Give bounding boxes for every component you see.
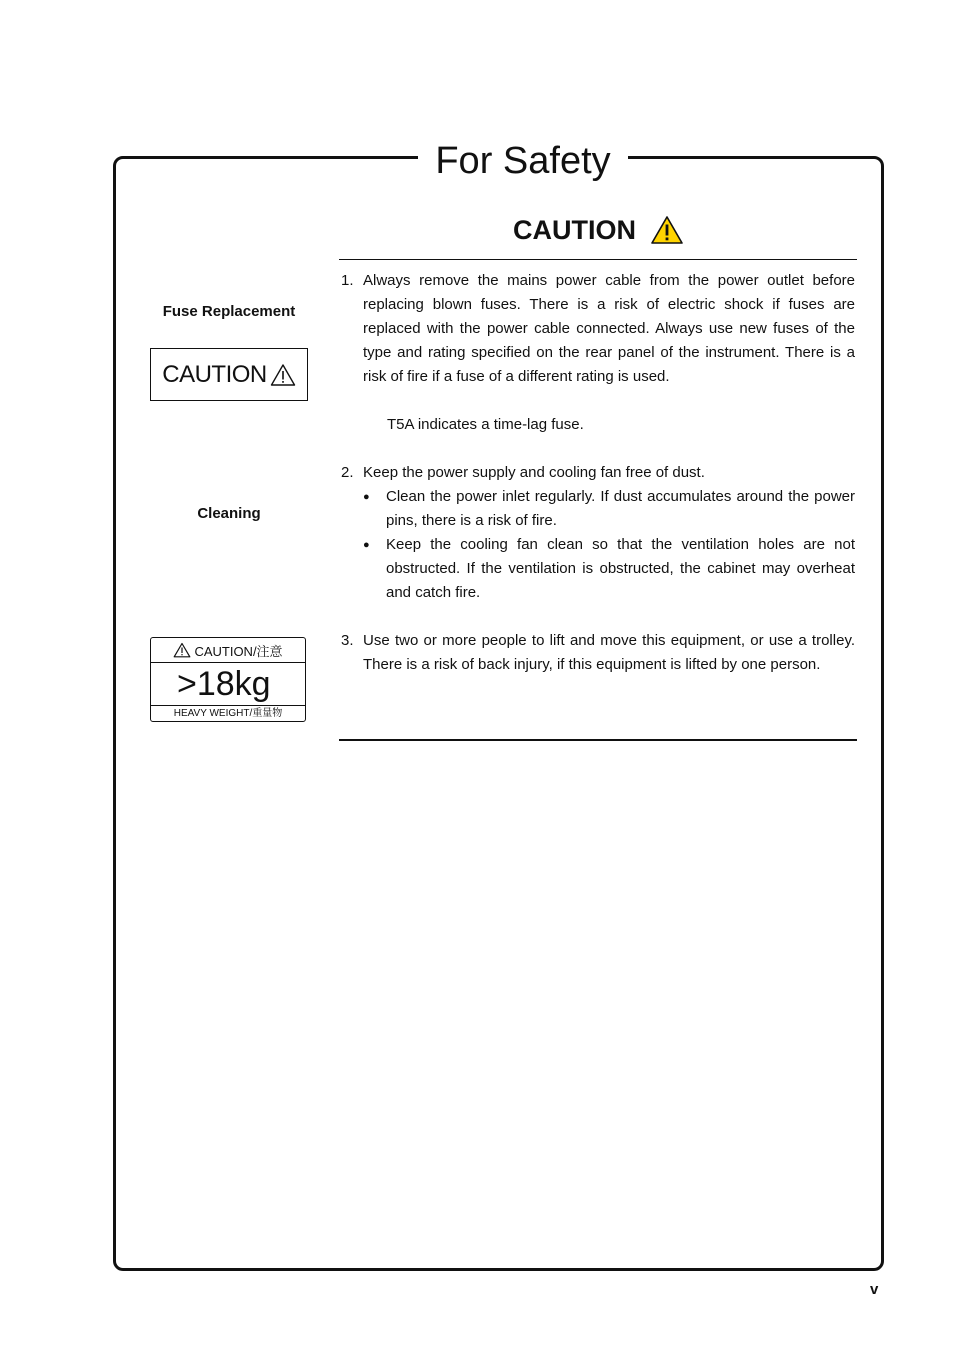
cleaning-label: Cleaning xyxy=(197,505,261,522)
weight-label-bottom: HEAVY WEIGHT/重量物 xyxy=(173,708,283,719)
caution-label-box xyxy=(150,348,308,401)
caution-item-3 xyxy=(341,629,855,677)
weight-label-top xyxy=(151,638,305,663)
list-item xyxy=(363,533,855,605)
weight-value: >18kg xyxy=(151,663,305,706)
warning-triangle-icon xyxy=(650,215,684,245)
item-number: 1. xyxy=(341,272,354,289)
caution-item-1 xyxy=(341,269,855,389)
item-number: 3. xyxy=(341,632,354,649)
fuse-replacement-label: Fuse Replacement xyxy=(162,303,296,320)
bullet-text: Clean the power inlet regularly. If dust accumulates around the power pins, there is a risk of fire. xyxy=(386,488,855,529)
item-text: Always remove the mains power cable from the power outlet before replacing blown fuses. There is a risk of electric shock if fuses are replaced with the power cable connected. Always use new fuses of the type and rating specified on the rear panel of the instrument. There is a risk of fire if a fuse of a different rating is used. xyxy=(363,272,855,385)
page-title: For Safety xyxy=(418,136,628,186)
bullet-text: Keep the cooling fan clean so that the ventilation holes are not obstructed. If the ventilation is obstructed, the cabinet may overheat and catch fire. xyxy=(386,536,855,601)
caution-box-text: CAUTION xyxy=(162,360,267,388)
list-item xyxy=(363,485,855,533)
bullet-icon: ● xyxy=(363,539,370,551)
heavy-weight-label xyxy=(150,637,306,722)
item-text: Keep the power supply and cooling fan free of dust. xyxy=(363,464,705,481)
top-rule xyxy=(339,259,857,260)
weight-label-caution-text: CAUTION/注意 xyxy=(194,643,283,659)
warning-outline-icon xyxy=(270,363,296,387)
item-text: Use two or more people to lift and move this equipment, or use a trolley. There is a risk of back injury, if this equipment is lifted by one person. xyxy=(363,632,855,673)
bottom-rule xyxy=(339,739,857,741)
caution-content xyxy=(341,269,855,677)
caution-heading xyxy=(340,210,857,250)
fuse-note: T5A indicates a time-lag fuse. xyxy=(387,416,584,433)
warning-outline-icon xyxy=(173,642,191,658)
caution-item-2 xyxy=(341,461,855,605)
bullet-icon: ● xyxy=(363,491,370,503)
page-number: v xyxy=(870,1281,879,1298)
item-number: 2. xyxy=(341,464,354,481)
caution-heading-text: CAUTION xyxy=(513,214,636,245)
